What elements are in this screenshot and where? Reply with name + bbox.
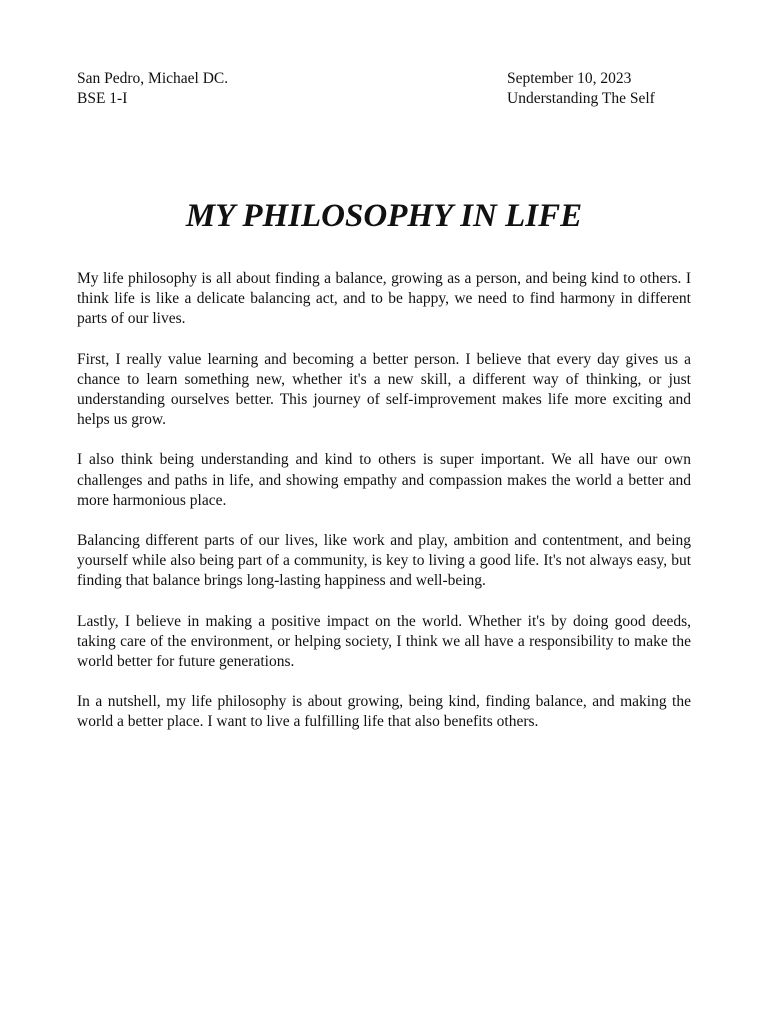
paragraph-1: My life philosophy is all about finding a balance, growing as a person, and being kind to others. I think life is like a delicate balancing act, and to be happy, we need to find harmony in different parts of our lives. (77, 270, 691, 328)
paragraph-5: Lastly, I believe in making a positive impact on the world. Whether it's by doing good deeds, taking care of the environment, or helping society, I think we all have a responsibility to make the world better for future generations. (77, 612, 691, 671)
paragraph-6: In a nutshell, my life philosophy is about growing, being kind, finding balance, and making the world a better place. I want to live a fulfilling life that also benefits others. (77, 693, 691, 731)
document-header (77, 69, 691, 113)
header-right-block (507, 69, 655, 109)
document-date: September 10, 2023 (507, 70, 632, 87)
course-subject: Understanding The Self (507, 90, 655, 107)
class-section: BSE 1-I (77, 90, 128, 107)
essay-body (77, 269, 691, 753)
paragraph-4: Balancing different parts of our lives, like work and play, ambition and contentment, and being yourself while also being part of a community, is key to living a good life. It's not always easy, but finding that balance brings long-lasting happiness and well-being. (77, 532, 691, 590)
paragraph-3: I also think being understanding and kind to others is super important. We all have our own challenges and paths in life, and showing empathy and compassion makes the world a better and more harmonious place. (77, 451, 691, 509)
document-title: MY PHILOSOPHY IN LIFE (185, 198, 583, 234)
header-left-block (77, 69, 228, 109)
author-name: San Pedro, Michael DC. (77, 70, 229, 87)
paragraph-2: First, I really value learning and becoming a better person. I believe that every day gives us a chance to learn something new, whether it's a new skill, a different way of thinking, or just understanding ourselves better. This journey of self-improvement makes life more exciting and helps us grow. (77, 350, 691, 429)
